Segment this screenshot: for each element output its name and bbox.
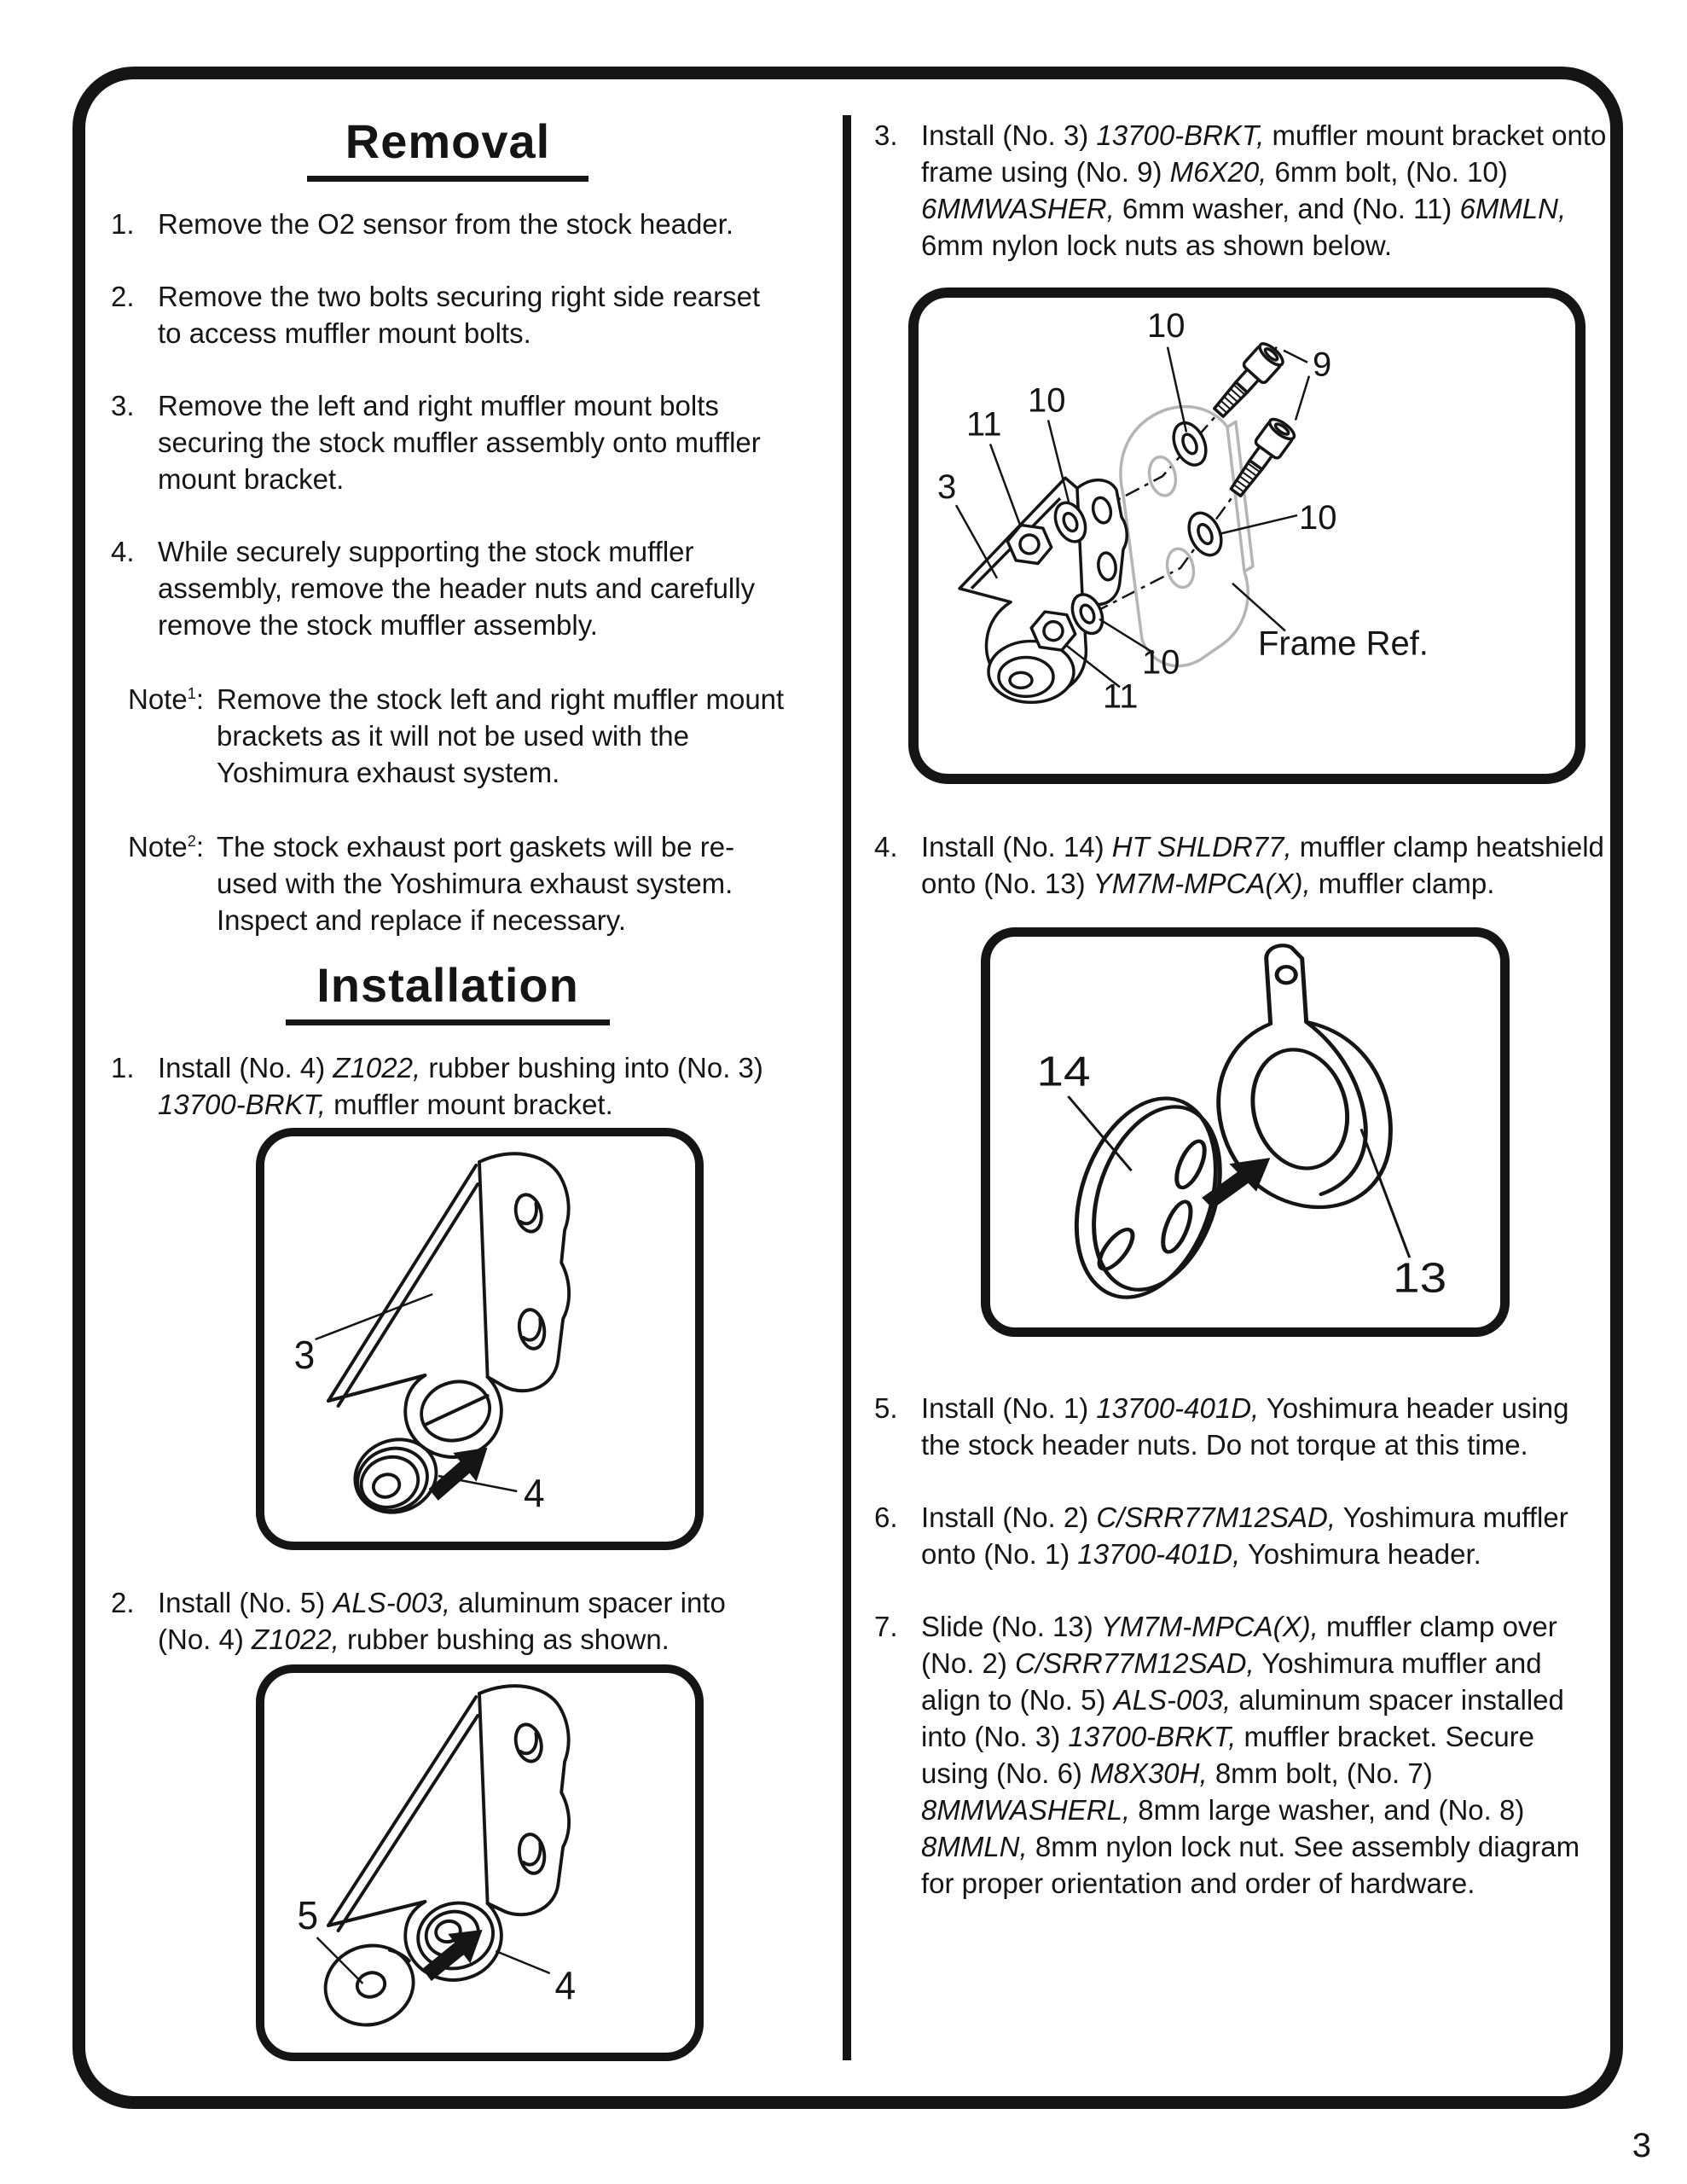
- label-leader: [1361, 1129, 1410, 1258]
- installation-step-4: [874, 828, 1608, 902]
- step-number: 2.: [111, 1587, 135, 1618]
- part-label-nut-lower: 11: [1103, 677, 1139, 716]
- part-label-spacer: 5: [297, 1893, 319, 1938]
- installation-step-6: [874, 1499, 1608, 1572]
- label-leader: [1219, 515, 1297, 534]
- frame-ref-label: Frame Ref.: [1258, 624, 1429, 663]
- muffler-mount-bracket-drawing: [959, 478, 1127, 702]
- part-label-bushing: 4: [554, 1963, 577, 2008]
- step-number: 6.: [874, 1502, 898, 1533]
- part-label-washer-lower: 10: [1142, 643, 1180, 682]
- diagram-3-art: [919, 298, 1575, 774]
- insert-arrow-icon: [1194, 1144, 1284, 1217]
- step-text: Remove the left and right muffler mount bolts securing the stock muffler assembly onto muffler mount bracket.: [158, 390, 761, 495]
- aluminum-spacer-drawing: [317, 1936, 421, 2034]
- diagram-bushing-into-bracket: [256, 1128, 704, 1550]
- step-number: 2.: [111, 281, 135, 312]
- label-leader: [316, 1294, 433, 1339]
- muffler-mount-bracket-drawing: [328, 1153, 569, 1457]
- step-number: 5.: [874, 1392, 898, 1424]
- installation-step-7: [874, 1608, 1608, 1902]
- label-leader: [496, 1951, 549, 1973]
- step-number: 3.: [111, 390, 135, 421]
- column-divider: [843, 115, 851, 2060]
- part-label-bracket: 3: [937, 468, 957, 507]
- installation-title: Installation: [316, 958, 579, 1012]
- removal-note-2: [128, 828, 785, 938]
- part-label-nut-upper: 11: [966, 405, 1002, 444]
- diagram-spacer-into-bushing: [256, 1664, 704, 2061]
- step-number: 1.: [111, 208, 135, 240]
- bolt-lower-drawing: [1224, 415, 1297, 501]
- installation-step-1: [111, 1049, 785, 1123]
- step-text: Install (No. 14) HT SHLDR77, muffler clamp heatshield onto (No. 13) YM7M-MPCA(X), muffler clamp.: [921, 831, 1604, 899]
- step-number: 4.: [111, 536, 135, 567]
- part-label-heatshield: 14: [1036, 1048, 1091, 1095]
- note-label: Note$^1$:: [128, 683, 204, 715]
- removal-step-1: [111, 206, 785, 242]
- note-superscript: 2: [187, 833, 196, 850]
- washer-top-drawing: [1168, 418, 1212, 470]
- note-text: Remove the stock left and right muffler mount brackets as it will not be used with the Yoshimura exhaust system.: [217, 683, 785, 788]
- note-label: Note$^2$:: [128, 831, 204, 863]
- part-label-clamp: 13: [1392, 1255, 1447, 1302]
- diagram-1-art: [264, 1136, 695, 1542]
- content-border: [72, 67, 1623, 2109]
- installation-step-5: [874, 1390, 1608, 1463]
- installation-underline: [286, 1019, 610, 1025]
- removal-underline: [307, 176, 588, 182]
- note-text: The stock exhaust port gaskets will be re-used with the Yoshimura exhaust system. Inspect and replace if necessary.: [217, 831, 735, 936]
- step-text: Slide (No. 13) YM7M-MPCA(X), muffler clamp over (No. 2) C/SRR77M12SAD, Yoshimura muffler and align to (No. 5) ALS-003, aluminum spacer installed into (No. 3) 13700-BRKT, muffler bracket. Secure using (No. 6) M8X30H, 8mm bolt, (No. 7) 8MMWASHERL, 8mm large washer, and (No. 8) 8MMLN, 8mm nylon lock nut. See assembly diagram for proper orientation and order of hardware.: [921, 1611, 1580, 1899]
- installation-step-2: [111, 1584, 785, 1658]
- page-number: 3: [1632, 2127, 1651, 2164]
- step-text: Remove the O2 sensor from the stock header.: [158, 208, 734, 240]
- removal-step-4: [111, 533, 785, 643]
- label-leader: [1284, 351, 1309, 421]
- step-number: 7.: [874, 1611, 898, 1642]
- diagram-heatshield-onto-clamp: [981, 927, 1510, 1337]
- part-label-bracket: 3: [293, 1333, 316, 1378]
- removal-step-2: [111, 278, 785, 351]
- part-label-washer-upper: 10: [1028, 381, 1066, 420]
- label-leader: [956, 505, 997, 578]
- step-number: 4.: [874, 831, 898, 863]
- part-label-washer-top: 10: [1147, 306, 1186, 345]
- right-column: [874, 79, 1608, 1902]
- part-label-washer-right: 10: [1299, 499, 1337, 537]
- installation-heading: [111, 958, 785, 1025]
- removal-heading: [111, 114, 785, 182]
- step-text: Install (No. 4) Z1022, rubber bushing into (No. 3) 13700-BRKT, muffler mount bracket.: [158, 1052, 763, 1120]
- step-text: Install (No. 3) 13700-BRKT, muffler mount bracket onto frame using (No. 9) M6X20, 6mm bolt, (No. 10) 6MMWASHER, 6mm washer, and (No. 11) 6MMLN, 6mm nylon lock nuts as shown below.: [921, 119, 1607, 261]
- diagram-2-art: [264, 1673, 695, 2053]
- note-superscript: 1: [187, 685, 196, 702]
- removal-step-3: [111, 387, 785, 497]
- removal-title: Removal: [345, 114, 551, 168]
- label-leader: [1068, 1096, 1131, 1170]
- step-text: Install (No. 5) ALS-003, aluminum spacer into (No. 4) Z1022, rubber bushing as shown.: [158, 1587, 726, 1655]
- step-number: 3.: [874, 119, 898, 151]
- muffler-mount-bracket-drawing: [328, 1686, 569, 1980]
- removal-note-1: [128, 681, 785, 791]
- step-text: Remove the two bolts securing right side rearset to access muffler mount bolts.: [158, 281, 761, 349]
- rubber-bushing-drawing: [347, 1430, 445, 1522]
- part-label-bolts: 9: [1313, 346, 1332, 384]
- left-column: [111, 79, 785, 2061]
- diagram-bracket-onto-frame: [908, 288, 1586, 784]
- part-label-bushing: 4: [523, 1471, 545, 1516]
- diagram-4-art: [990, 937, 1500, 1327]
- label-leader: [317, 1937, 363, 1984]
- step-text: Install (No. 2) C/SRR77M12SAD, Yoshimura muffler onto (No. 1) 13700-401D, Yoshimura header.: [921, 1502, 1568, 1570]
- label-leader: [1168, 347, 1186, 433]
- label-leader: [990, 444, 1021, 527]
- installation-step-3: [874, 117, 1608, 264]
- step-text: Install (No. 1) 13700-401D, Yoshimura header using the stock header nuts. Do not torque at this time.: [921, 1392, 1569, 1461]
- bolt-upper-drawing: [1208, 340, 1286, 422]
- step-text: While securely supporting the stock muffler assembly, remove the header nuts and carefully remove the stock muffler assembly.: [158, 536, 756, 641]
- step-number: 1.: [111, 1052, 135, 1083]
